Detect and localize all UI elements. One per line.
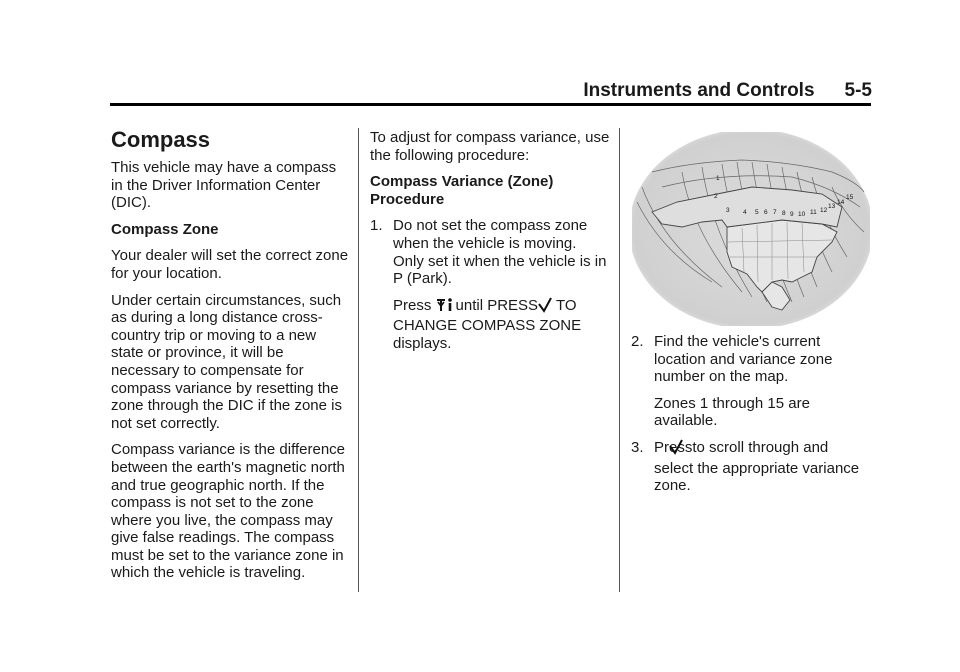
column-1 [111,127,349,591]
variance-text: Compass variance is the difference between the earth's magnetic north and true geographic north. If the compass is not set to the zone where you live, the compass may give false readings. The compass must be set to the variance zone in which the vehicle is traveling. [111,441,346,582]
zone-label: 13 [828,203,836,210]
page-number: 5-5 [844,80,872,101]
step-1-number: 1. [370,217,383,235]
zone-label: 10 [798,211,806,218]
compass-zone-heading: Compass Zone [111,220,219,238]
press-word: Press [393,296,432,314]
press-instruction [370,297,610,353]
compass-intro: This vehicle may have a compass in the Driver Information Center (DIC). [111,159,337,212]
zone-label: 9 [790,211,794,218]
column-3 [631,333,871,504]
procedure-intro: To adjust for compass variance, use the following procedure: [370,129,610,164]
step-1 [370,217,610,287]
zone-label: 14 [837,199,845,206]
zone-label: 12 [820,207,828,214]
zone-label: 7 [773,209,777,216]
zone-label: 4 [743,209,747,216]
circumstances-text: Under certain circumstances, such as during a long distance cross-country trip or moving to a new state or province, it will be necessary to compensate for compass variance by resetting the zone through the DIC if the zone is not set correctly. [111,291,342,432]
zone-label: 6 [764,209,768,216]
page-title: Compass [111,127,211,152]
zone-label: 5 [755,209,759,216]
zone-label: 8 [782,210,786,217]
vehicle-info-icon [436,297,456,318]
step-3-text: to scroll through and select the appropriate variance zone. [654,438,860,495]
column-2 [370,129,610,362]
zones-available: Zones 1 through 15 are available. [654,394,810,430]
compass-zone-map [632,132,870,326]
header-rule [110,103,871,106]
zone-label: 1 [716,175,720,182]
zone-label: 2 [714,193,718,200]
page-header [108,80,872,100]
section-title: Instruments and Controls [583,80,815,101]
step-3 [631,439,871,495]
step-3-number: 3. [631,438,644,456]
zone-label: 3 [726,207,730,214]
step-2-text: Find the vehicle's current location and variance zone number on the map. [654,333,833,386]
zone-label: 11 [810,209,817,216]
step-1-text: Do not set the compass zone when the vehicle is moving. Only set it when the vehicle is in P (Park). [393,217,607,288]
change-zone-text: TO CHANGE COMPASS ZONE displays. [393,296,582,352]
until-press-text: until PRESS [455,296,539,314]
procedure-heading: Compass Variance (Zone) Procedure [370,173,554,208]
step-2 [631,333,871,386]
zone-label: 15 [846,194,854,201]
column-divider-2 [619,128,620,592]
checkmark-icon [538,297,552,318]
zone-text: Your dealer will set the correct zone for your location. [111,247,349,282]
column-divider-1 [358,128,359,592]
step-3-press: Press [654,438,693,456]
step-2-number: 2. [631,333,644,350]
